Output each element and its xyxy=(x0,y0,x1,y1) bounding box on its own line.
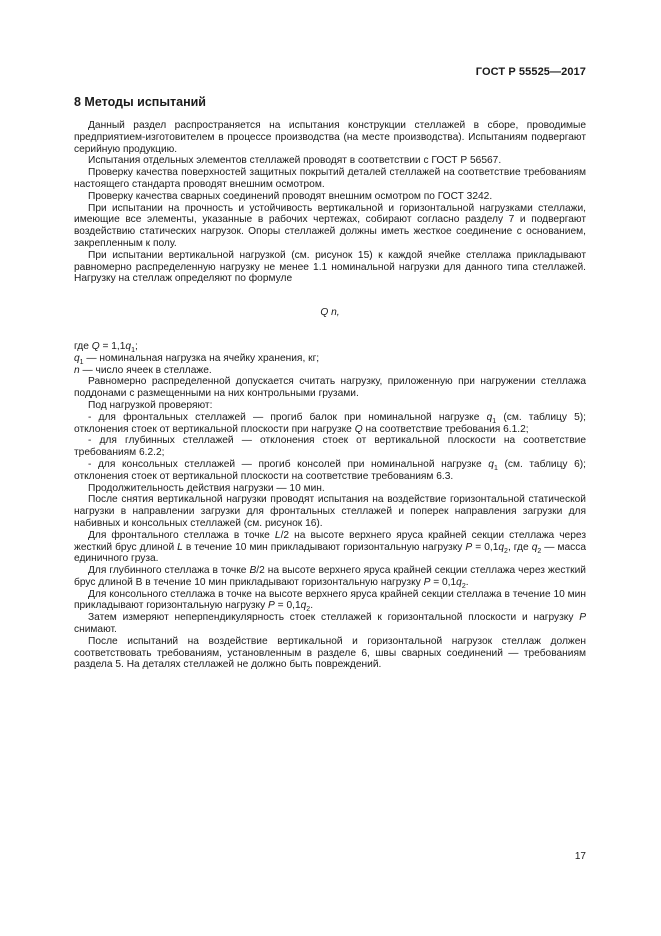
paragraph-after-tests: После испытаний на воздействие вертикальной и горизонтальной нагрузок стеллаж должен соответствовать требованиям, установленным в разделе 6, швы сварных соединений — требованиям раздела 5. На деталях стеллажей не должно быть повреждений. xyxy=(74,635,586,671)
bullet-cantilever: - для консольных стеллажей — прогиб консолей при номинальной нагрузке $q_1$ (см. таблицу 6); отклонения стоек от вертикальной плоскости на соответствие требованиям 6.3. xyxy=(74,458,587,482)
formula-def-q1: $q_1$ — номинальная нагрузка на ячейку хранения, кг; xyxy=(74,352,320,366)
bullet-deep: - для глубинных стеллажей — отклонения стоек от вертикальной плоскости на соответствие требованиям 6.2.2; xyxy=(74,435,586,459)
paragraph-strength-testing: При испытании на прочность и устойчивость вертикальной и горизонтальной нагрузками стеллажи, имеющие все элементы, указанные в рабочих чертежах, собирают согласно разделу 7 и подвергают воздействию статических нагрузок. Опоры стеллажей должны иметь жесткое соединение с основанием, закрепленным к полу. xyxy=(74,202,586,249)
paragraph-elements-testing: Испытания отдельных элементов стеллажей проводят в соответствии с ГОСТ Р 56567. xyxy=(88,155,502,167)
paragraph-weld-inspection: Проверку качества сварных соединений проводят внешним осмотром по ГОСТ 3242. xyxy=(88,190,493,202)
formula-def-n: n — число ячеек в стеллаже. xyxy=(74,364,212,376)
paragraph-check-intro: Под нагрузкой проверяют: xyxy=(88,399,213,411)
paragraph-duration: Продолжительность действия нагрузки — 10 мин. xyxy=(88,482,325,494)
document-standard-number: ГОСТ Р 55525—2017 xyxy=(475,66,586,78)
formula-where: где $Q = 1,1q_1$; xyxy=(74,340,138,354)
paragraph-frontal-horizontal: Для фронтального стеллажа в точке L/2 на высоте верхнего яруса крайней секции стеллажа через жесткий брус длиной L в течение 10 мин прикладывают горизонтальную нагрузку $P = 0,1q_2$, где $q_2$ — масса единичного груза. xyxy=(74,529,587,565)
load-formula: Q n, xyxy=(320,307,340,319)
paragraph-measure: Затем измеряют неперпендикулярность стоек стеллажей к горизонтальной плоскости и нагрузку P снимают. xyxy=(74,612,586,636)
paragraph-uniform-load: Равномерно распределенной допускается считать нагрузку, приложенную при нагружении стеллажа поддонами с размещенными на них контрольными грузами. xyxy=(74,376,586,400)
paragraph-vertical-load: При испытании вертикальной нагрузкой (см. рисунок 15) к каждой ячейке стеллажа прикладывают равномерно распределенную нагрузку не менее 1.1 номинальной нагрузки для данного типа стеллажей. Нагрузку на стеллаж определяют по формуле xyxy=(74,249,586,285)
section-body xyxy=(74,120,586,671)
paragraph-scope: Данный раздел распространяется на испытания конструкции стеллажей в сборе, проводимые предприятием-изготовителем в процессе производства (на месте производства). Испытаниям подвергают серийную продукцию. xyxy=(74,120,586,155)
page-number: 17 xyxy=(574,851,586,862)
paragraph-cantilever-horizontal: Для консольного стеллажа в точке на высоте верхнего яруса крайней секции стеллажа в течение 10 мин прикладывают горизонтальную нагрузку $P = 0,1q_2$. xyxy=(74,588,586,614)
bullet-frontal: - для фронтальных стеллажей — прогиб балок при номинальной нагрузке $q_1$ (см. таблицу 5); отклонения стоек от вертикальной плоскости при нагрузке Q на соответствие требования 6.1.2; xyxy=(74,411,587,435)
paragraph-coating-inspection: Проверку качества поверхностей защитных покрытий деталей стеллажей на соответствие требованиям настоящего стандарта проводят внешним осмотром. xyxy=(74,167,586,190)
paragraph-horizontal-load: После снятия вертикальной нагрузки проводят испытания на воздействие горизонтальной статической нагрузки в направлении загрузки для фронтальных стеллажей и поперек направления загрузки для набивных и консольных стеллажей (см. рисунок 16). xyxy=(74,494,586,529)
paragraph-deep-horizontal: Для глубинного стеллажа в точке B/2 на высоте верхнего яруса крайней секции стеллажа через жесткий брус длиной B в течение 10 мин прикладывают горизонтальную нагрузку $P = 0,1q_2$. xyxy=(74,565,586,590)
section-title: 8 Методы испытаний xyxy=(74,95,206,109)
